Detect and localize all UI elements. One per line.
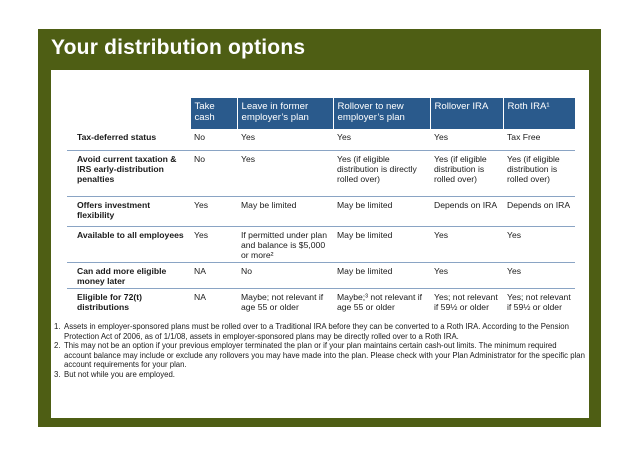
footnote-number: 1. bbox=[54, 322, 61, 331]
table-cell: Yes; not relevant if 59½ or older bbox=[434, 292, 498, 312]
header-take-cash: Take cash bbox=[190, 98, 237, 129]
table-cell: NA bbox=[190, 263, 237, 289]
header-rollover-ira: Rollover IRA bbox=[430, 98, 503, 129]
row-label: Tax-deferred status bbox=[67, 129, 190, 151]
table-cell: Yes bbox=[237, 151, 333, 197]
table-cell: Depends on IRA bbox=[430, 197, 503, 227]
table-cell: Yes bbox=[190, 227, 237, 263]
footnotes bbox=[54, 322, 586, 380]
table-cell: May be limited bbox=[237, 197, 333, 227]
table-cell: Yes bbox=[430, 227, 503, 263]
footnote-text: But not while you are employed. bbox=[64, 369, 175, 379]
footnote bbox=[54, 341, 586, 370]
header-blank-cell bbox=[67, 98, 190, 129]
header-leave-in-plan: Leave in former employer’s plan bbox=[237, 98, 333, 129]
distribution-options-table bbox=[67, 98, 575, 324]
table-row bbox=[67, 129, 575, 151]
table-cell: Yes bbox=[503, 263, 575, 289]
row-label: Avoid current taxation & IRS early-distribution penalties bbox=[67, 151, 190, 197]
table-cell: Yes (if eligible distribution is rolled over) bbox=[503, 151, 575, 197]
table-cell: No bbox=[190, 151, 237, 197]
table-cell: Yes bbox=[430, 129, 503, 151]
table-cell: Depends on IRA bbox=[503, 197, 575, 227]
slide-frame bbox=[38, 29, 601, 427]
table-cell: May be limited bbox=[333, 197, 430, 227]
footnote bbox=[54, 322, 586, 341]
header-rollover-new-plan: Rollover to new employer’s plan bbox=[333, 98, 430, 129]
table-row bbox=[67, 263, 575, 289]
table-cell: Yes; not relevant if 59½ or older bbox=[507, 292, 571, 312]
table-cell: May be limited bbox=[333, 263, 430, 289]
table-row bbox=[67, 197, 575, 227]
table-cell: No bbox=[190, 129, 237, 151]
row-label: Eligible for 72(t) distributions bbox=[77, 292, 142, 312]
table-cell: Yes bbox=[333, 129, 430, 151]
table-row bbox=[67, 151, 575, 197]
row-label: Available to all employees bbox=[67, 227, 190, 263]
table-cell: No bbox=[237, 263, 333, 289]
table-cell: Tax Free bbox=[503, 129, 575, 151]
table-cell: Maybe; not relevant if age 55 or older bbox=[241, 292, 324, 312]
slide-title: Your distribution options bbox=[51, 36, 306, 59]
table-cell: Yes bbox=[430, 263, 503, 289]
table-cell: Yes (if eligible distribution is rolled over) bbox=[430, 151, 503, 197]
table-cell: Yes bbox=[237, 129, 333, 151]
footnote-text: This may not be an option if your previous employer terminated the plan or if your plan maintains certain cash-out limits. The minimum required account balance may include or exclude any rollovers you may have made into the plan. Please check with your Plan Administrator for the specific plan account requirements for your plan. bbox=[64, 341, 585, 370]
row-label: Can add more eligible money later bbox=[67, 263, 190, 289]
table-row bbox=[67, 227, 575, 263]
footnote bbox=[54, 370, 586, 380]
header-roth-ira: Roth IRA¹ bbox=[503, 98, 575, 129]
table-cell: Yes bbox=[503, 227, 575, 263]
row-label: Offers investment flexibility bbox=[67, 197, 190, 227]
table-header-row bbox=[67, 98, 575, 129]
table-cell: NA bbox=[194, 292, 206, 302]
table-cell: Maybe;³ not relevant if age 55 or older bbox=[337, 292, 423, 312]
content-panel bbox=[51, 70, 589, 418]
table-row bbox=[67, 289, 575, 325]
footnote-text: Assets in employer-sponsored plans must be rolled over to a Traditional IRA before they can be converted to a Roth IRA. According to the Pension Protection Act of 2006, as of 1/1/08, assets in employer-sponsored plans may be directly rolled over to a Roth IRA. bbox=[64, 322, 569, 341]
footnote-number: 2. bbox=[54, 341, 61, 351]
table-cell: May be limited bbox=[333, 227, 430, 263]
table-cell: If permitted under plan and balance is $5,000 or more² bbox=[237, 227, 333, 263]
footnote-number: 3. bbox=[54, 369, 61, 379]
table-cell: Yes (if eligible distribution is directly rolled over) bbox=[333, 151, 430, 197]
table-cell: Yes bbox=[190, 197, 237, 227]
